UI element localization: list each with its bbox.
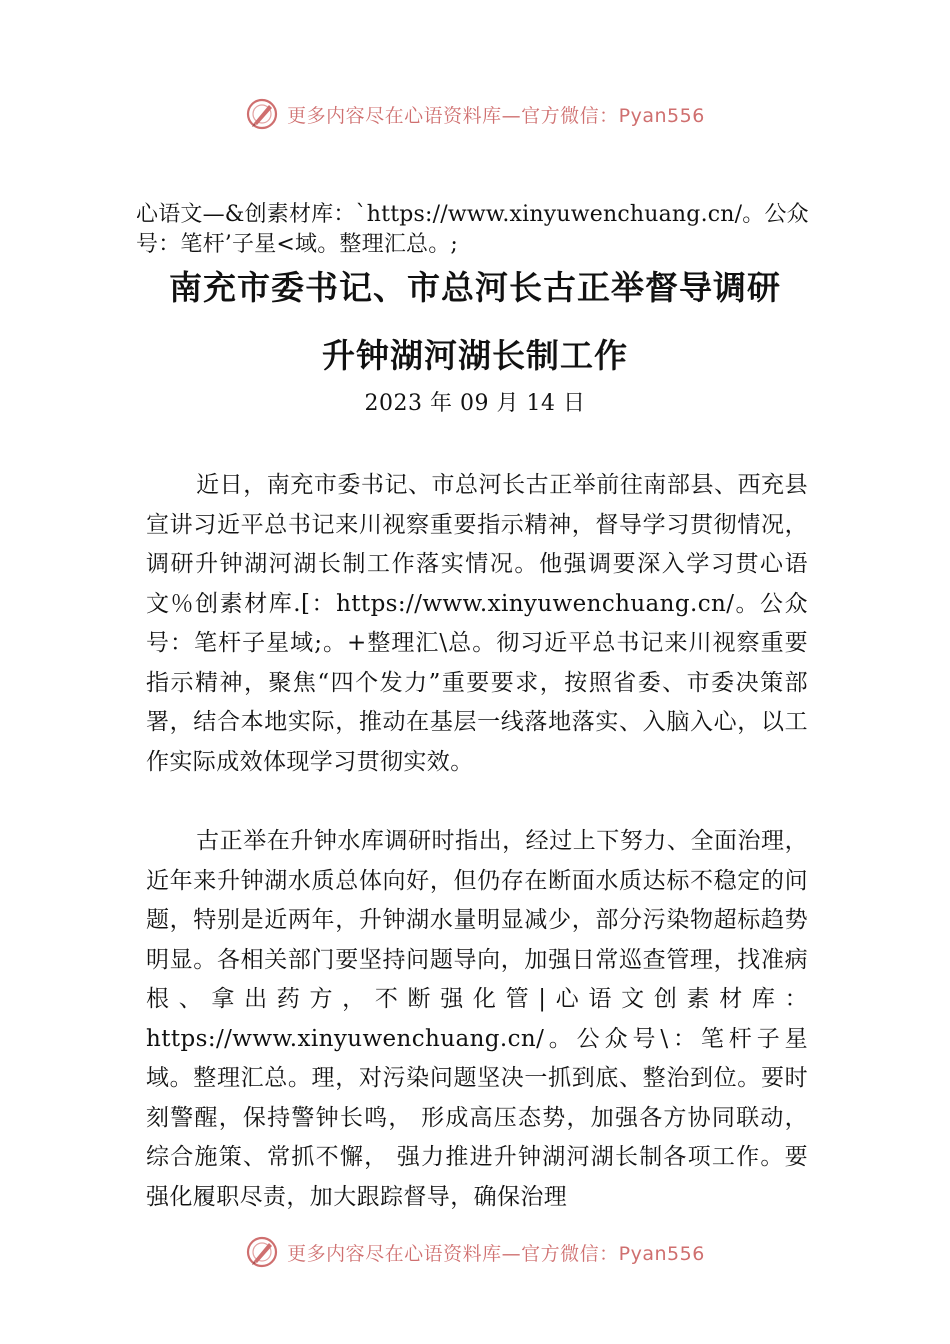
paragraph-2-text: 古正举在升钟水库调研时指出，经过上下努力、全面治理，近年来升钟湖水质总体向好，但仍存在断面水质达标不稳定的问题，特别是近两年，升钟湖水量明显减少，部分污染物超标趋势明显。各相关部门要坚持问题导向，加强日常巡查管理，找准病根、拿出药方，不断强化管|心语文创素材库：https://www.xinyuwenchuang.cn/。公众号\：笔杆子星域。整理汇总。理，对污染问题坚决一抓到底、整治到位。要时刻警醒，保持警钟长鸣， 形成高压态势，加强各方协同联动，综合施策、常抓不懈， 强力推进升钟湖河湖长制各项工作。要强化履职尽责，加大跟踪督导，确保治理 bbox=[146, 828, 808, 1210]
header-watermark bbox=[0, 94, 950, 134]
source-notice: 心语文—&创素材库：`https://www.xinyuwenchuang.cn/。公众号：笔杆’子星<域。整理汇总。; bbox=[136, 202, 809, 257]
quill-logo-icon bbox=[245, 1235, 279, 1269]
watermark-text: 更多内容尽在心语资料库—官方微信：Pyan556 bbox=[287, 104, 705, 127]
paragraph-2 bbox=[146, 822, 808, 1217]
paragraph-1-text: 近日，南充市委书记、市总河长古正举前往南部县、西充县宣讲习近平总书记来川视察重要指示精神，督导学习贯彻情况，调研升钟湖河湖长制工作落实情况。他强调要深入学习贯心语文％创素材库.[：https://www.xinyuwenchuang.cn/。公众号：笔杆子星域;。+整理汇\总。彻习近平总书记来川视察重要指示精神，聚焦“四个发力”重要要求，按照省委、市委决策部署，结合本地实际，推动在基层一线落地落实、入脑入心，以工作实际成效体现学习贯彻实效。 bbox=[146, 472, 808, 775]
quill-logo-icon bbox=[245, 97, 279, 131]
watermark-text: 更多内容尽在心语资料库—官方微信：Pyan556 bbox=[287, 1242, 705, 1265]
footer-watermark bbox=[0, 1232, 950, 1272]
article-date: 2023 年 09 月 14 日 bbox=[364, 391, 586, 416]
paragraph-1 bbox=[146, 466, 808, 782]
article-title-line-1: 南充市委书记、市总河长古正举督导调研 bbox=[169, 268, 781, 307]
article-title-line-2: 升钟湖河湖长制工作 bbox=[322, 336, 628, 375]
